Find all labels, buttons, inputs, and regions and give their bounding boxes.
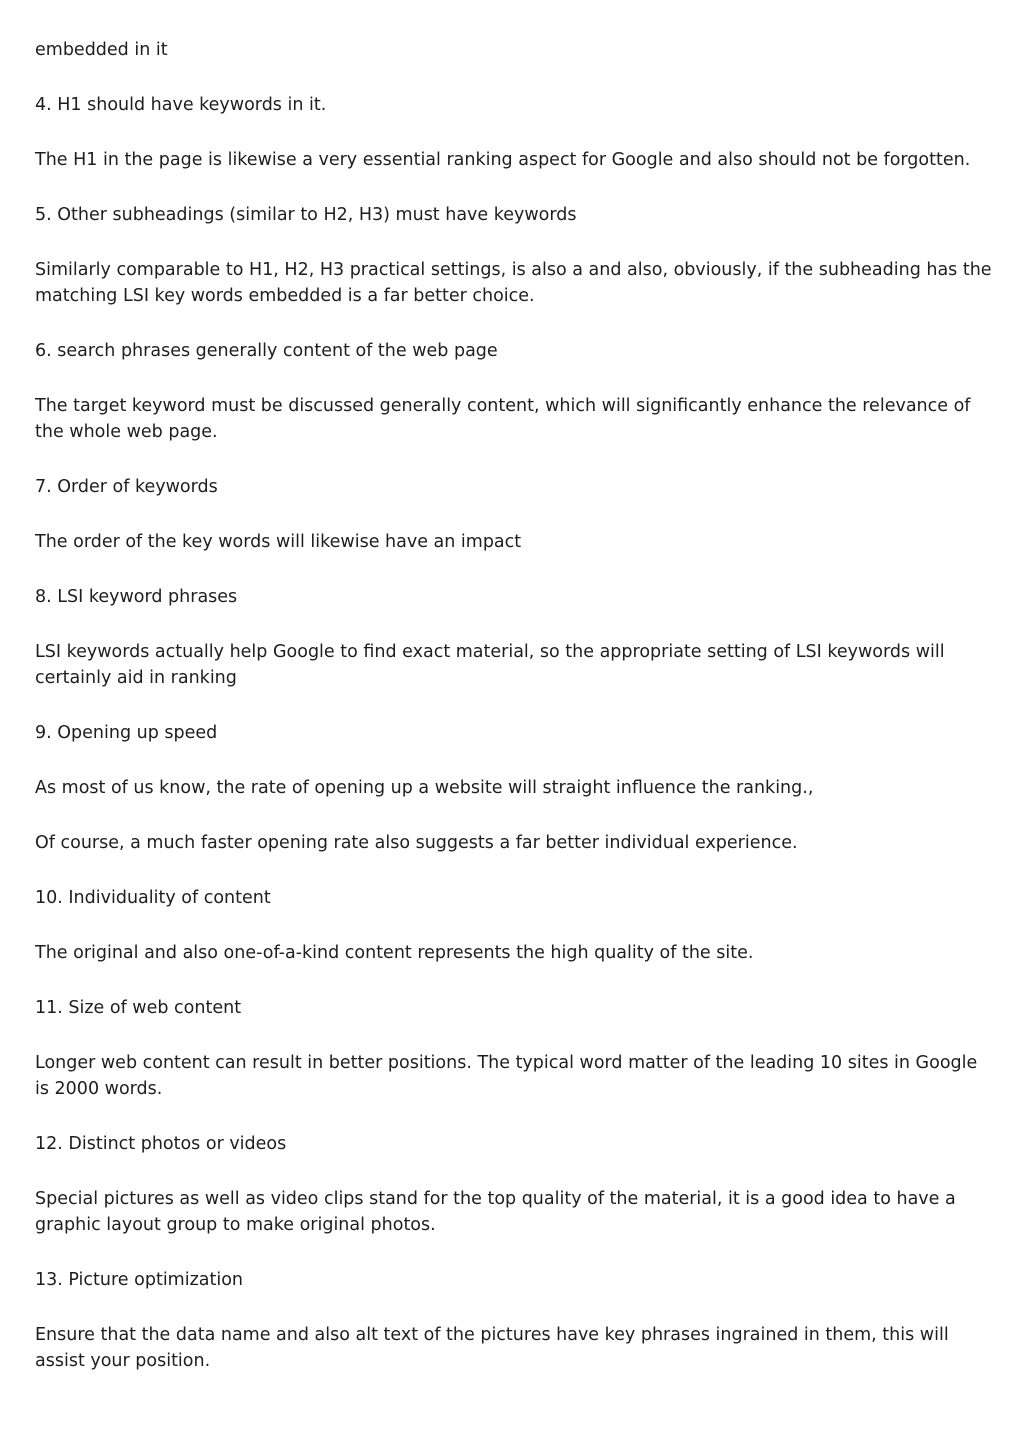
paragraph-user-experience: Of course, a much faster opening rate also suggests a far better individual experience. — [35, 833, 798, 853]
heading-h1-keywords: 4. H1 should have keywords in it. — [35, 95, 327, 115]
paragraph-order: The order of the key words will likewise have an impact — [35, 532, 522, 552]
paragraph-opening-rate: As most of us know, the rate of opening up a website will straight influence the ranking., — [35, 778, 814, 798]
paragraph-subheadings: Similarly comparable to H1, H2, H3 practical settings, is also a and also, obviously, if the subheading has the matching LSI key words embedded is a far better choice. — [35, 260, 992, 306]
heading-search-phrases: 6. search phrases generally content of the web page — [35, 341, 498, 361]
paragraph-content-size: Longer web content can result in better positions. The typical word matter of the leading 10 sites in Google is 2000 words. — [35, 1053, 978, 1099]
paragraph-individuality: The original and also one-of-a-kind content represents the high quality of the site. — [35, 943, 754, 963]
heading-lsi: 8. LSI keyword phrases — [35, 587, 238, 607]
lead-text: embedded in it — [35, 40, 168, 60]
heading-order-keywords: 7. Order of keywords — [35, 477, 218, 497]
paragraph-h1: The H1 in the page is likewise a very essential ranking aspect for Google and also should not be forgotten. — [35, 150, 971, 170]
document-page — [35, 0, 995, 1374]
heading-opening-speed: 9. Opening up speed — [35, 723, 218, 743]
paragraph-picture-optimization: Ensure that the data name and also alt text of the pictures have key phrases ingrained in them, this will assist your position. — [35, 1325, 949, 1371]
heading-distinct-photos: 12. Distinct photos or videos — [35, 1134, 287, 1154]
heading-individuality: 10. Individuality of content — [35, 888, 271, 908]
paragraph-list — [35, 92, 995, 1374]
paragraph-target-keyword: The target keyword must be discussed generally content, which will significantly enhance the relevance of the whole web page. — [35, 396, 971, 442]
heading-picture-optimization: 13. Picture optimization — [35, 1270, 244, 1290]
heading-content-size: 11. Size of web content — [35, 998, 242, 1018]
paragraph-photos: Special pictures as well as video clips stand for the top quality of the material, it is a good idea to have a graphic layout group to make original photos. — [35, 1189, 956, 1235]
heading-subheadings: 5. Other subheadings (similar to H2, H3) must have keywords — [35, 205, 577, 225]
paragraph-lsi: LSI keywords actually help Google to find exact material, so the appropriate setting of LSI keywords will certainly aid in ranking — [35, 642, 945, 688]
